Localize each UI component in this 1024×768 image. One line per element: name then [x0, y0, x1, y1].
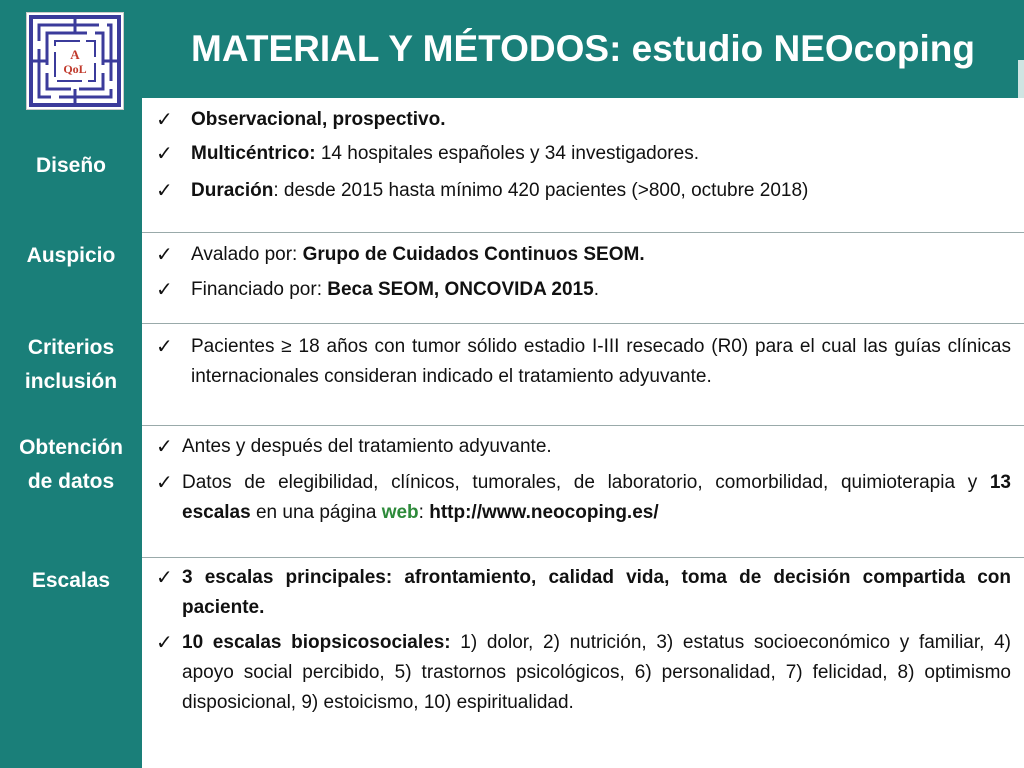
row-obtencion	[0, 425, 1024, 557]
label-line: Obtención	[19, 436, 123, 459]
label-line: inclusión	[24, 370, 118, 393]
list-item	[182, 628, 1011, 718]
web-label: web	[381, 502, 419, 523]
list-item	[191, 240, 1011, 270]
item-text: 14 hospitales españoles y 34 investigadores.	[315, 143, 699, 164]
list-item	[182, 563, 1011, 623]
item-text: Avalado por:	[191, 244, 303, 265]
list-item	[182, 468, 1011, 528]
page-title: MATERIAL Y MÉTODOS: estudio NEOcoping	[191, 28, 975, 69]
row-content-auspicio	[142, 232, 1024, 323]
logo-letter-a: A	[70, 47, 80, 62]
label-line: Criterios	[27, 336, 115, 359]
row-diseno	[0, 98, 1024, 232]
check-icon: ✓	[156, 336, 173, 358]
row-label-criterios	[0, 331, 142, 399]
check-icon: ✓	[156, 436, 173, 458]
item-bold: Beca SEOM, ONCOVIDA 2015	[327, 279, 594, 300]
check-icon: ✓	[156, 632, 173, 654]
list-item	[191, 275, 1011, 305]
list-item: Antes y después del tratamiento adyuvante.	[182, 436, 552, 457]
item-bold: Observacional, prospectivo.	[191, 109, 446, 130]
row-escalas	[0, 557, 1024, 768]
item-bold: Multicéntrico:	[191, 143, 316, 164]
row-label-obtencion	[0, 431, 142, 499]
check-icon: ✓	[156, 279, 173, 301]
item-bold: 10 escalas biopsicosociales:	[182, 632, 451, 653]
logo-letters-qol: QoL	[63, 62, 87, 76]
list-item	[191, 139, 1011, 169]
row-label-diseno: Diseño	[35, 154, 106, 177]
list-item	[191, 176, 1011, 206]
check-icon: ✓	[156, 472, 173, 494]
item-bold: 3 escalas principales: afrontamiento, calidad vida, toma de decisión compartida con paciente.	[182, 567, 1011, 618]
item-bold: Duración	[191, 180, 274, 201]
check-icon: ✓	[156, 143, 173, 165]
check-icon: ✓	[156, 244, 173, 266]
item-text: 1) dolor, 2) nutrición, 3) estatus socioeconómico y familiar, 4) apoyo social percibido, 5) trastornos psicológicos, 6) personalidad, 7) felicidad, 8) optimismo disposicional, 9) estoicismo, 10) espiritualidad.	[182, 632, 1011, 713]
neocoping-link[interactable]: http://www.neocoping.es/	[429, 502, 659, 523]
item-text: :	[418, 502, 430, 523]
row-content-diseno	[142, 98, 1024, 232]
maze-logo-graphic	[27, 13, 123, 109]
row-label-escalas: Escalas	[31, 569, 111, 592]
row-content-escalas	[142, 557, 1024, 768]
item-text: en una página	[250, 502, 382, 523]
item-bold: Grupo de Cuidados Continuos SEOM.	[302, 244, 645, 265]
row-content-criterios	[142, 323, 1024, 425]
check-icon: ✓	[156, 180, 173, 202]
item-bold: 13 escalas	[182, 472, 1011, 523]
row-label-auspicio: Auspicio	[26, 244, 116, 267]
item-text: Financiado por:	[191, 279, 328, 300]
check-icon: ✓	[156, 109, 173, 131]
item-text: .	[593, 279, 599, 300]
check-icon: ✓	[156, 567, 173, 589]
item-text: : desde 2015 hasta mínimo 420 pacientes (>800, octubre 2018)	[273, 180, 809, 201]
row-content-obtencion	[142, 425, 1024, 557]
title-edge-strip	[1018, 60, 1024, 98]
list-item: Pacientes ≥ 18 años con tumor sólido estadio I-III resecado (R0) para el cual las guías clínicas internacionales consideran indicado el tratamiento adyuvante.	[191, 336, 1011, 387]
row-criterios	[0, 323, 1024, 425]
aqol-maze-logo	[26, 12, 124, 110]
row-auspicio	[0, 232, 1024, 323]
item-text: Datos de elegibilidad, clínicos, tumorales, de laboratorio, comorbilidad, quimioterapia y	[182, 472, 990, 493]
list-item	[191, 105, 1011, 135]
label-line: de datos	[27, 470, 115, 493]
